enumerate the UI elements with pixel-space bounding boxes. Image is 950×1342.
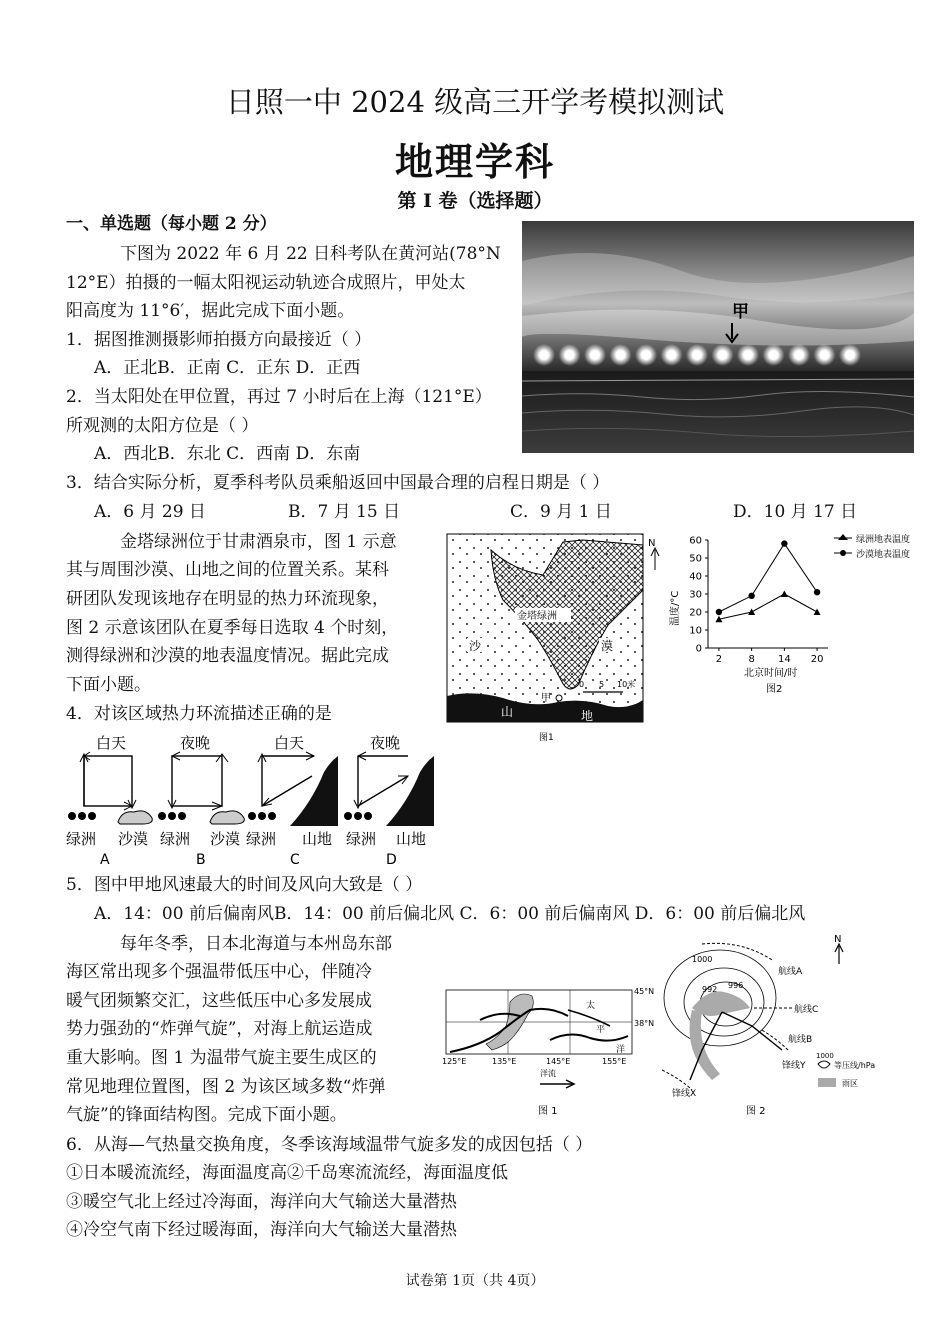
- panel-d-left: 绿洲: [346, 830, 377, 848]
- map-label-desert: 漠: [601, 639, 614, 653]
- sun-position-mark: [788, 344, 810, 366]
- chart-point-desert: [716, 609, 722, 615]
- circulation-diagrams: [62, 732, 442, 868]
- intro-line: 研团队发现该地存在明显的热力环流现象，: [66, 589, 389, 609]
- map-label-sand: 沙: [469, 639, 482, 653]
- sun-position-mark: [686, 344, 708, 366]
- intro-line: 12°E）拍摄的一幅太阳视运动轨迹合成照片，甲处太: [66, 273, 466, 293]
- legend-oasis: 绿洲地表温度: [856, 535, 911, 545]
- chart-point-oasis: [814, 609, 821, 616]
- lon-125: 125°E: [442, 1057, 467, 1066]
- lon-135: 135°E: [492, 1057, 517, 1066]
- q2-options: A．西北B．东北 C．西南 D．东南: [94, 444, 361, 464]
- panel-b-left: 绿洲: [160, 830, 191, 848]
- intro-line: 其与周围沙漠、山地之间的位置关系。某科: [66, 560, 389, 580]
- legend-isobar-num: 1000: [816, 1052, 834, 1060]
- legend-desert: 沙漠地表温度: [856, 550, 911, 560]
- map-label-mountain: 山: [501, 705, 514, 719]
- front-y: 锋线Y: [782, 1061, 806, 1071]
- intro-line: 下图为 2022 年 6 月 22 日科考队在黄河站(78°N: [120, 244, 501, 264]
- route-c: 航线C: [794, 1005, 819, 1015]
- intro-line: 常见地理位置图，图 2 为该区域多数“炸弹: [66, 1077, 386, 1097]
- intro-line: 测得绿洲和沙漠的地表温度情况。据此完成: [66, 646, 389, 666]
- temperature-chart: [668, 530, 942, 705]
- chart-legend: [834, 533, 910, 560]
- sun-position-mark: [814, 344, 836, 366]
- q2-stem: 所观测的太阳方位是（ ）: [66, 416, 259, 436]
- route-b: 航线B: [788, 1035, 813, 1045]
- chart-xlabel: 北京时间/时: [744, 668, 798, 679]
- q5-stem: 5．图中甲地风速最大的时间及风向大致是（ ）: [66, 875, 423, 895]
- q6-item: ①日本暖流流经，海面温度高②千岛寒流流经，海面温度低: [66, 1163, 508, 1183]
- panel-a-right: 沙漠: [118, 830, 149, 848]
- chart-xtick-label: 2: [715, 654, 723, 665]
- scale-10: 10米: [617, 680, 636, 689]
- panel-c-letter: C: [290, 852, 300, 868]
- sun-position-mark: [559, 344, 581, 366]
- intro-line: 每年冬季，日本北海道与本州岛东部: [120, 934, 392, 954]
- sun-position-mark: [610, 344, 632, 366]
- intro-line: 金塔绿洲位于甘肃酒泉市，图 1 示意: [120, 532, 397, 552]
- fig1-caption: 图 1: [538, 1106, 558, 1117]
- chart-series-line: [719, 594, 817, 619]
- q3-stem: 3．结合实际分析，夏季科考队员乘船返回中国最合理的启程日期是（ ）: [66, 473, 610, 493]
- panel-c-time: 白天: [274, 734, 305, 752]
- q5-options: A．14：00 前后偏南风B．14：00 前后偏北风 C．6：00 前后偏南风 D．6：00 前后偏北风: [94, 904, 806, 924]
- intro-line: 下面小题。: [66, 675, 151, 695]
- legend-isobar: 等压线/hPa: [834, 1061, 876, 1070]
- cyclone-front-diagram: [662, 930, 908, 1122]
- map-label-jia: 甲: [541, 693, 551, 704]
- volume-title: 第 I 卷（选择题）: [397, 190, 553, 212]
- chart-point-oasis: [781, 591, 788, 598]
- section-heading: 一、单选题（每小题 2 分）: [66, 214, 277, 234]
- chart-ytick-label: 60: [689, 535, 702, 547]
- route-a: 航线A: [778, 967, 803, 977]
- panel-c-left: 绿洲: [246, 830, 277, 848]
- chart-xtick-label: 20: [810, 654, 824, 665]
- sun-position-mark: [635, 344, 657, 366]
- chart-point-desert: [748, 593, 754, 599]
- map-label-land: 地: [581, 709, 594, 723]
- scale-5: 5: [599, 680, 605, 689]
- chart-point-oasis: [748, 609, 755, 616]
- sun-position-mark: [584, 344, 606, 366]
- q6-item: ④冷空气南下经过暖海面，海洋向大气输送大量潜热: [66, 1220, 457, 1240]
- panel-b-letter: B: [196, 852, 206, 868]
- chart-ytick-label: 40: [689, 571, 702, 583]
- chart-ytick-label: 30: [689, 589, 702, 601]
- chart-series-line: [719, 544, 817, 612]
- lat-38: 38°N: [634, 1019, 655, 1028]
- chart-caption: 图2: [766, 684, 783, 695]
- subject-title: 地理学科: [394, 140, 555, 184]
- chart-xtick-label: 14: [777, 654, 791, 665]
- north-arrow-label: N: [648, 538, 656, 549]
- label-ping: 平: [596, 1025, 606, 1035]
- q4-stem: 4．对该区域热力环流描述正确的是: [66, 704, 332, 724]
- north-label-2: N: [834, 934, 842, 945]
- panel-d-letter: D: [386, 852, 397, 868]
- panel-b-time: 夜晚: [180, 734, 211, 752]
- panel-a-time: 白天: [96, 734, 127, 752]
- intro-line: 暖气团频繁交汇，这些低压中心多发展成: [66, 991, 372, 1011]
- q1-options: A．正北B．正南 C．正东 D．正西: [94, 358, 361, 378]
- label-yang: 洋: [616, 1045, 626, 1055]
- chart-point-desert: [781, 540, 787, 546]
- intro-line: 阳高度为 11°6′，据此完成下面小题。: [66, 301, 355, 321]
- sun-position-mark: [839, 344, 861, 366]
- sun-position-mark: [533, 344, 555, 366]
- panel-d-time: 夜晚: [370, 734, 401, 752]
- photo-label-jia: 甲: [732, 302, 749, 322]
- sun-position-mark: [763, 344, 785, 366]
- q3-option-d: D．10 月 17 日: [733, 502, 858, 522]
- panel-a-left: 绿洲: [66, 830, 97, 848]
- lon-145: 145°E: [546, 1057, 571, 1066]
- lon-155: 155°E: [602, 1057, 627, 1066]
- q3-option-b: B．7 月 15 日: [288, 502, 401, 522]
- panel-a-letter: A: [100, 852, 110, 868]
- chart-ytick-label: 10: [689, 625, 702, 637]
- fig2-caption: 图 2: [746, 1106, 766, 1117]
- legend-current: 洋流: [540, 1069, 556, 1078]
- q3-option-a: A．6 月 29 日: [94, 502, 206, 522]
- sun-trail-photo: [522, 221, 914, 453]
- panel-b-right: 沙漠: [210, 830, 241, 848]
- page-footer: 试卷第 1页（共 4页）: [405, 1273, 545, 1289]
- q2-stem: 2．当太阳处在甲位置，再过 7 小时后在上海（121°E）: [66, 387, 492, 407]
- map-label-oasis: 金塔绿洲: [517, 611, 557, 622]
- scale-0: 0: [579, 680, 585, 689]
- isobar-1000: 1000: [692, 955, 713, 964]
- label-tai: 太: [586, 1001, 596, 1011]
- intro-line: 海区常出现多个强温带低压中心，伴随冷: [66, 962, 372, 982]
- panel-d-right: 山地: [396, 830, 427, 848]
- chart-xtick-label: 8: [748, 654, 755, 665]
- q1-stem: 1．据图推测摄影师拍摄方向最接近（ ）: [66, 330, 372, 350]
- q3-option-c: C．9 月 1 日: [510, 502, 612, 522]
- chart-point-desert: [814, 589, 820, 595]
- panel-c-right: 山地: [302, 830, 333, 848]
- cyclone-region-map: [440, 980, 660, 1120]
- sun-position-mark: [737, 344, 759, 366]
- legend-rain: 雨区: [842, 1079, 858, 1088]
- intro-line: 图 2 示意该团队在夏季每日选取 4 个时刻，: [66, 618, 399, 638]
- isobar-996: 996: [728, 981, 744, 990]
- exam-title: 日照一中 2024 级高三开学考模拟测试: [225, 85, 725, 119]
- oasis-map: [443, 530, 665, 745]
- intro-line: 重大影响。图 1 为温带气旋主要生成区的: [66, 1048, 377, 1068]
- q6-item: ③暖空气北上经过冷海面，海洋向大气输送大量潜热: [66, 1192, 457, 1212]
- chart-ytick-label: 20: [689, 607, 702, 619]
- q6-stem: 6．从海—气热量交换角度，冬季该海域温带气旋多发的成因包括（ ）: [66, 1135, 593, 1155]
- chart-ylabel: 温度/°C: [670, 590, 681, 626]
- isobar-992: 992: [702, 985, 718, 994]
- lat-45: 45°N: [634, 987, 655, 996]
- front-x: 锋线X: [672, 1089, 697, 1099]
- chart-ytick-label: 0: [695, 643, 702, 655]
- sun-position-mark: [712, 344, 734, 366]
- map-caption: 图1: [539, 733, 554, 743]
- chart-ytick-label: 50: [689, 553, 702, 565]
- intro-line: 气旋”的锋面结构图。完成下面小题。: [66, 1105, 347, 1125]
- sun-position-mark: [661, 344, 683, 366]
- intro-line: 势力强劲的“炸弹气旋”，对海上航运造成: [66, 1019, 373, 1039]
